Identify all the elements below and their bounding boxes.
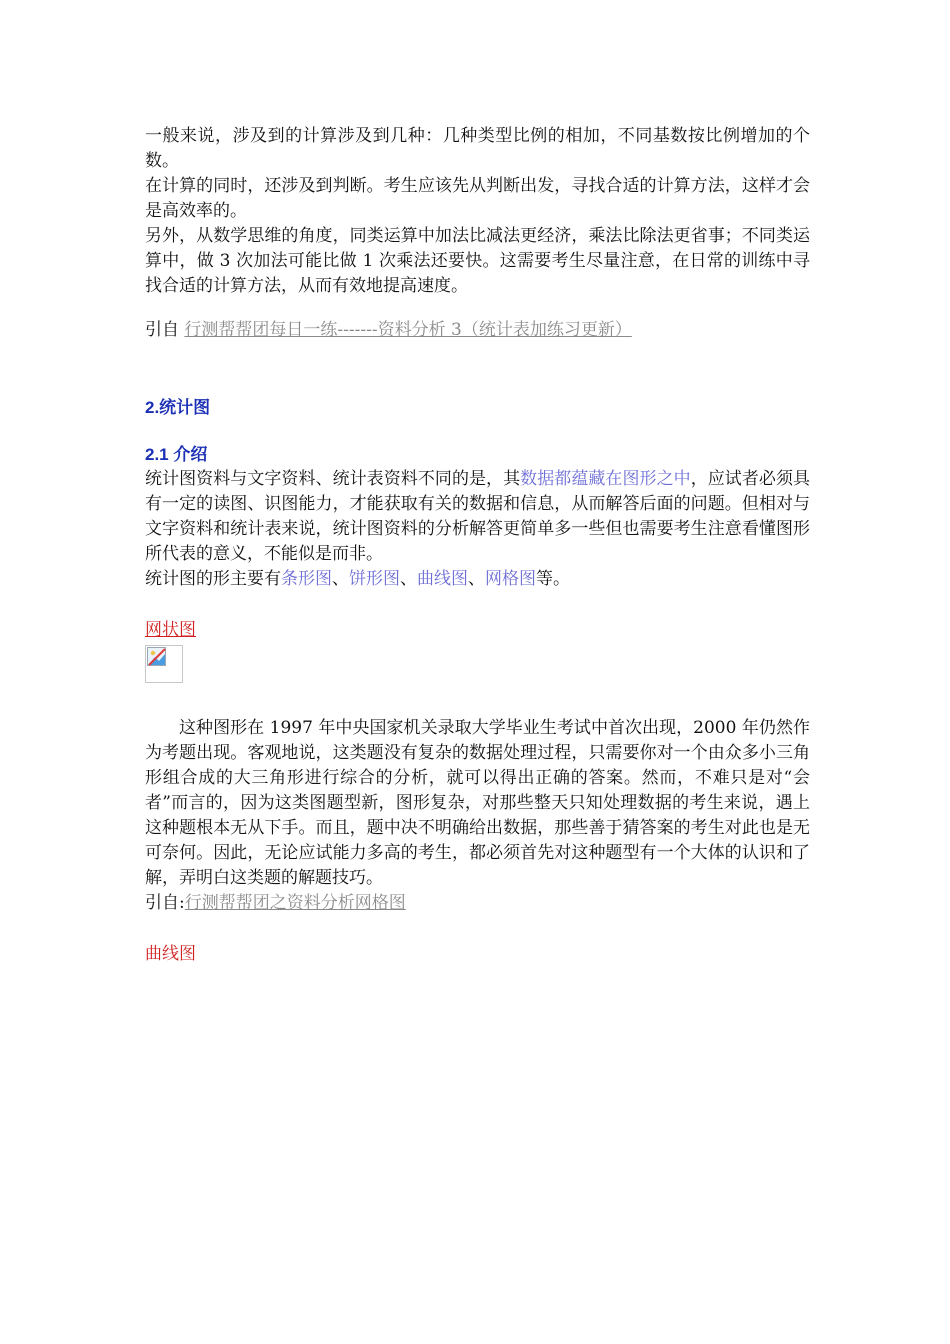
broken-image-glyph [147,647,167,667]
net-chart-title-link[interactable]: 网状图 [145,620,196,640]
section-p2-before: 统计图的形主要有 [145,569,281,589]
citation-2-link[interactable]: 行测帮帮团之资料分析网格图 [184,893,406,913]
broken-image-icon [145,645,183,683]
section-heading: 2.统计图 [145,398,211,417]
intro-paragraph-1: 一般来说，涉及到的计算涉及到几种：几种类型比例的相加，不同基数按比例增加的个数。 [145,126,810,171]
citation-2 [145,891,810,916]
grid-chart-link[interactable]: 网格图 [485,569,536,589]
document-body [145,124,810,967]
net-chart-paragraph: 这种图形在 1997 年中央国家机关录取大学毕业生考试中首次出现，2000 年仍然作为考题出现。客观地说，这类题没有复杂的数据处理过程，只需要你对一个由众多小三角形组合成的大三角形进行综合的分析，就可以得出正确的答案。然而，不难只是对“会者”而言的，因为这类图题型新，图形复杂，对那些整天只知处理数据的考生来说，遇上这种题根本无从下手。而且，题中决不明确给出数据，那些善于猜答案的考生对此也是无可奈何。因此，无论应试能力多高的考生，都必须首先对这种题型有一个大体的认识和了解，弄明白这类题的解题技巧。 [145,718,810,888]
intro-paragraph-2: 在计算的同时，还涉及到判断。考生应该先从判断出发，寻找合适的计算方法，这样才会是高效率的。 [145,176,810,221]
citation-2-prefix: 引自: [145,893,185,913]
data-in-graph-link[interactable]: 数据都蕴藏在图形之中 [520,469,691,489]
curve-chart-title: 曲线图 [145,944,196,964]
section-p1-after: ，应试者必须具有一定的读图、识图能力，才能获取有关的数据和信息，从而解答后面的问题。但相对与文字资料和统计表来说，统计图资料的分析解答更简单多一些但也需要考生注意看懂图形所代表的意义，不能似是而非。 [145,469,811,564]
section-p2-after: 等。 [536,569,570,589]
separator: 、 [400,569,417,589]
bar-chart-link[interactable]: 条形图 [281,569,332,589]
section-p1-before: 统计图资料与文字资料、统计表资料不同的是，其 [145,469,521,489]
line-chart-link[interactable]: 曲线图 [417,569,468,589]
citation-1 [145,318,810,343]
net-chart-title-row [145,618,810,643]
section-paragraph-2 [145,567,810,592]
section-subheading: 2.1 介绍 [145,445,208,464]
citation-1-prefix: 引自 [145,320,185,340]
pie-chart-link[interactable]: 饼形图 [349,569,400,589]
citation-1-link[interactable]: 行测帮帮团每日一练-------资料分析 3（统计表加练习更新） [184,320,632,340]
separator: 、 [468,569,485,589]
section-paragraph-1 [145,467,810,567]
separator: 、 [332,569,349,589]
intro-paragraph-3: 另外，从数学思维的角度，同类运算中加法比减法更经济，乘法比除法更省事；不同类运算中，做 3 次加法可能比做 1 次乘法还要快。这需要考生尽量注意，在日常的训练中寻找合适的计算方法，从而有效地提高速度。 [145,226,810,296]
